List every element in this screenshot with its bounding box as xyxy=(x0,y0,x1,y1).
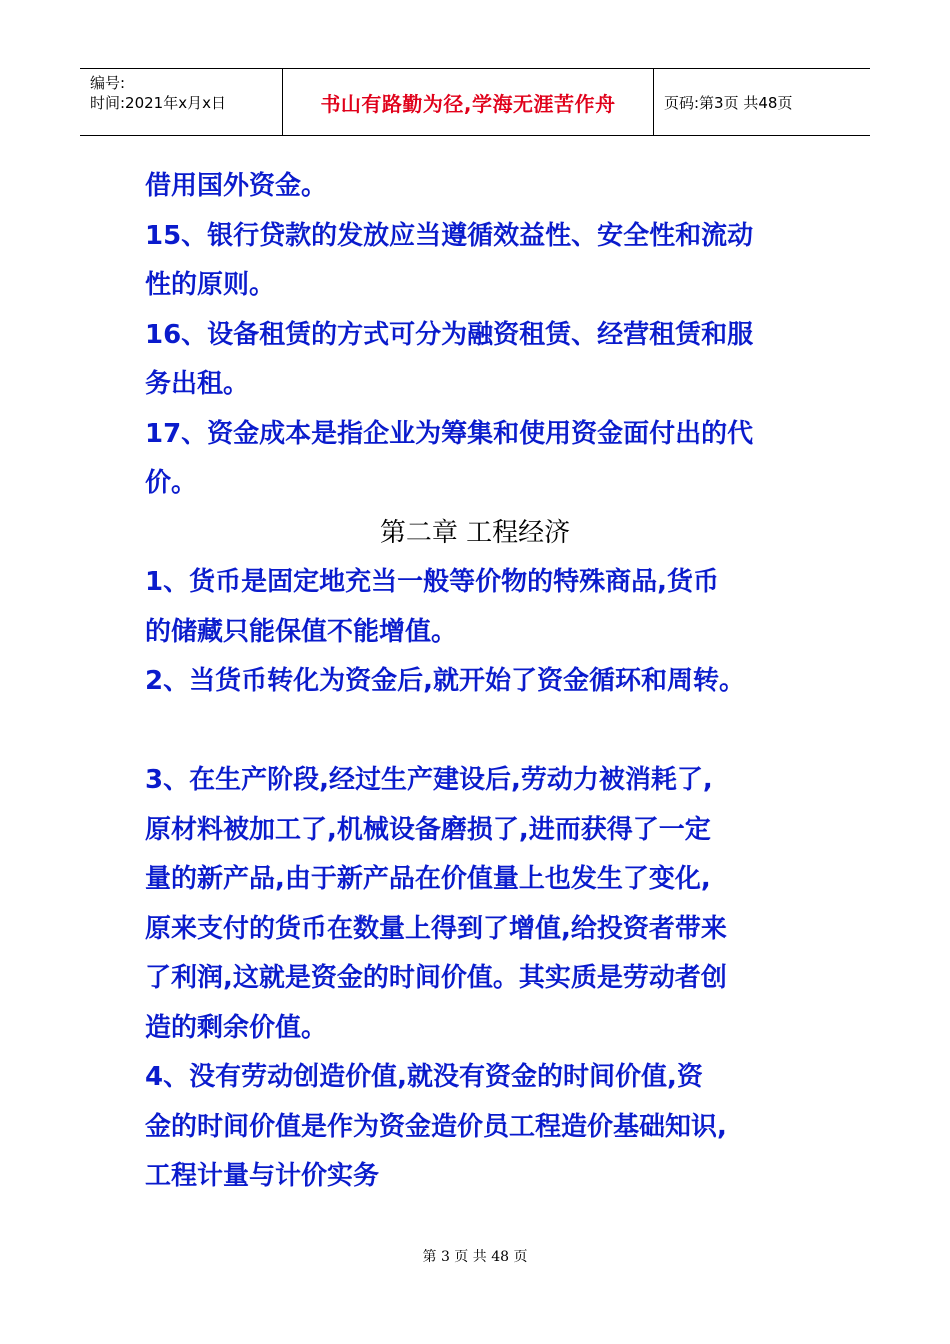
text-line: 务出租。 xyxy=(145,369,250,399)
text-line: 价。 xyxy=(145,468,198,498)
text-line: 了利润,这就是资金的时间价值。其实质是劳动者创 xyxy=(145,963,727,993)
document-body xyxy=(145,162,845,1202)
text-line: 的储藏只能保值不能增值。 xyxy=(145,616,458,647)
time-label: 时间:2021年x月x日 xyxy=(90,94,226,112)
header-motto-cell xyxy=(282,69,654,135)
page-footer: 第 3 页 共 48 页 xyxy=(422,1249,528,1265)
text-line: 性的原则。 xyxy=(145,270,276,300)
text-line: 15、银行贷款的发放应当遵循效益性、安全性和流动 xyxy=(145,220,754,251)
motto-text: 书山有路勤为径,学海无涯苦作舟 xyxy=(320,91,616,116)
text-line: 1、货币是固定地充当一般等价物的特殊商品,货币 xyxy=(145,567,719,597)
text-line: 原材料被加工了,机械设备磨损了,进而获得了一定 xyxy=(145,814,711,845)
text-line: 原来支付的货币在数量上得到了增值,给投资者带来 xyxy=(145,913,727,944)
page-header xyxy=(80,68,870,136)
text-line: 3、在生产阶段,经过生产建设后,劳动力被消耗了, xyxy=(145,765,713,795)
text-line: 金的时间价值是作为资金造价员工程造价基础知识, xyxy=(145,1111,727,1142)
serial-label: 编号: xyxy=(90,74,126,92)
text-line: 17、资金成本是指企业为筹集和使用资金面付出的代 xyxy=(145,418,754,449)
page-label: 页码:第3页 共48页 xyxy=(664,93,793,112)
text-line: 2、当货币转化为资金后,就开始了资金循环和周转。 xyxy=(145,666,745,696)
text-line: 工程计量与计价实务 xyxy=(145,1161,380,1191)
header-page-cell xyxy=(654,69,870,135)
text-line: 借用国外资金。 xyxy=(145,171,328,201)
text-line: 16、设备租赁的方式可分为融资租赁、经营租赁和服 xyxy=(145,319,754,350)
chapter-title: 第二章 工程经济 xyxy=(379,517,571,548)
text-line: 量的新产品,由于新产品在价值量上也发生了变化, xyxy=(145,864,711,894)
header-meta xyxy=(80,69,282,135)
text-line: 造的剩余价值。 xyxy=(145,1012,328,1043)
text-line: 4、没有劳动创造价值,就没有资金的时间价值,资 xyxy=(145,1062,703,1092)
blank-line xyxy=(145,707,845,757)
